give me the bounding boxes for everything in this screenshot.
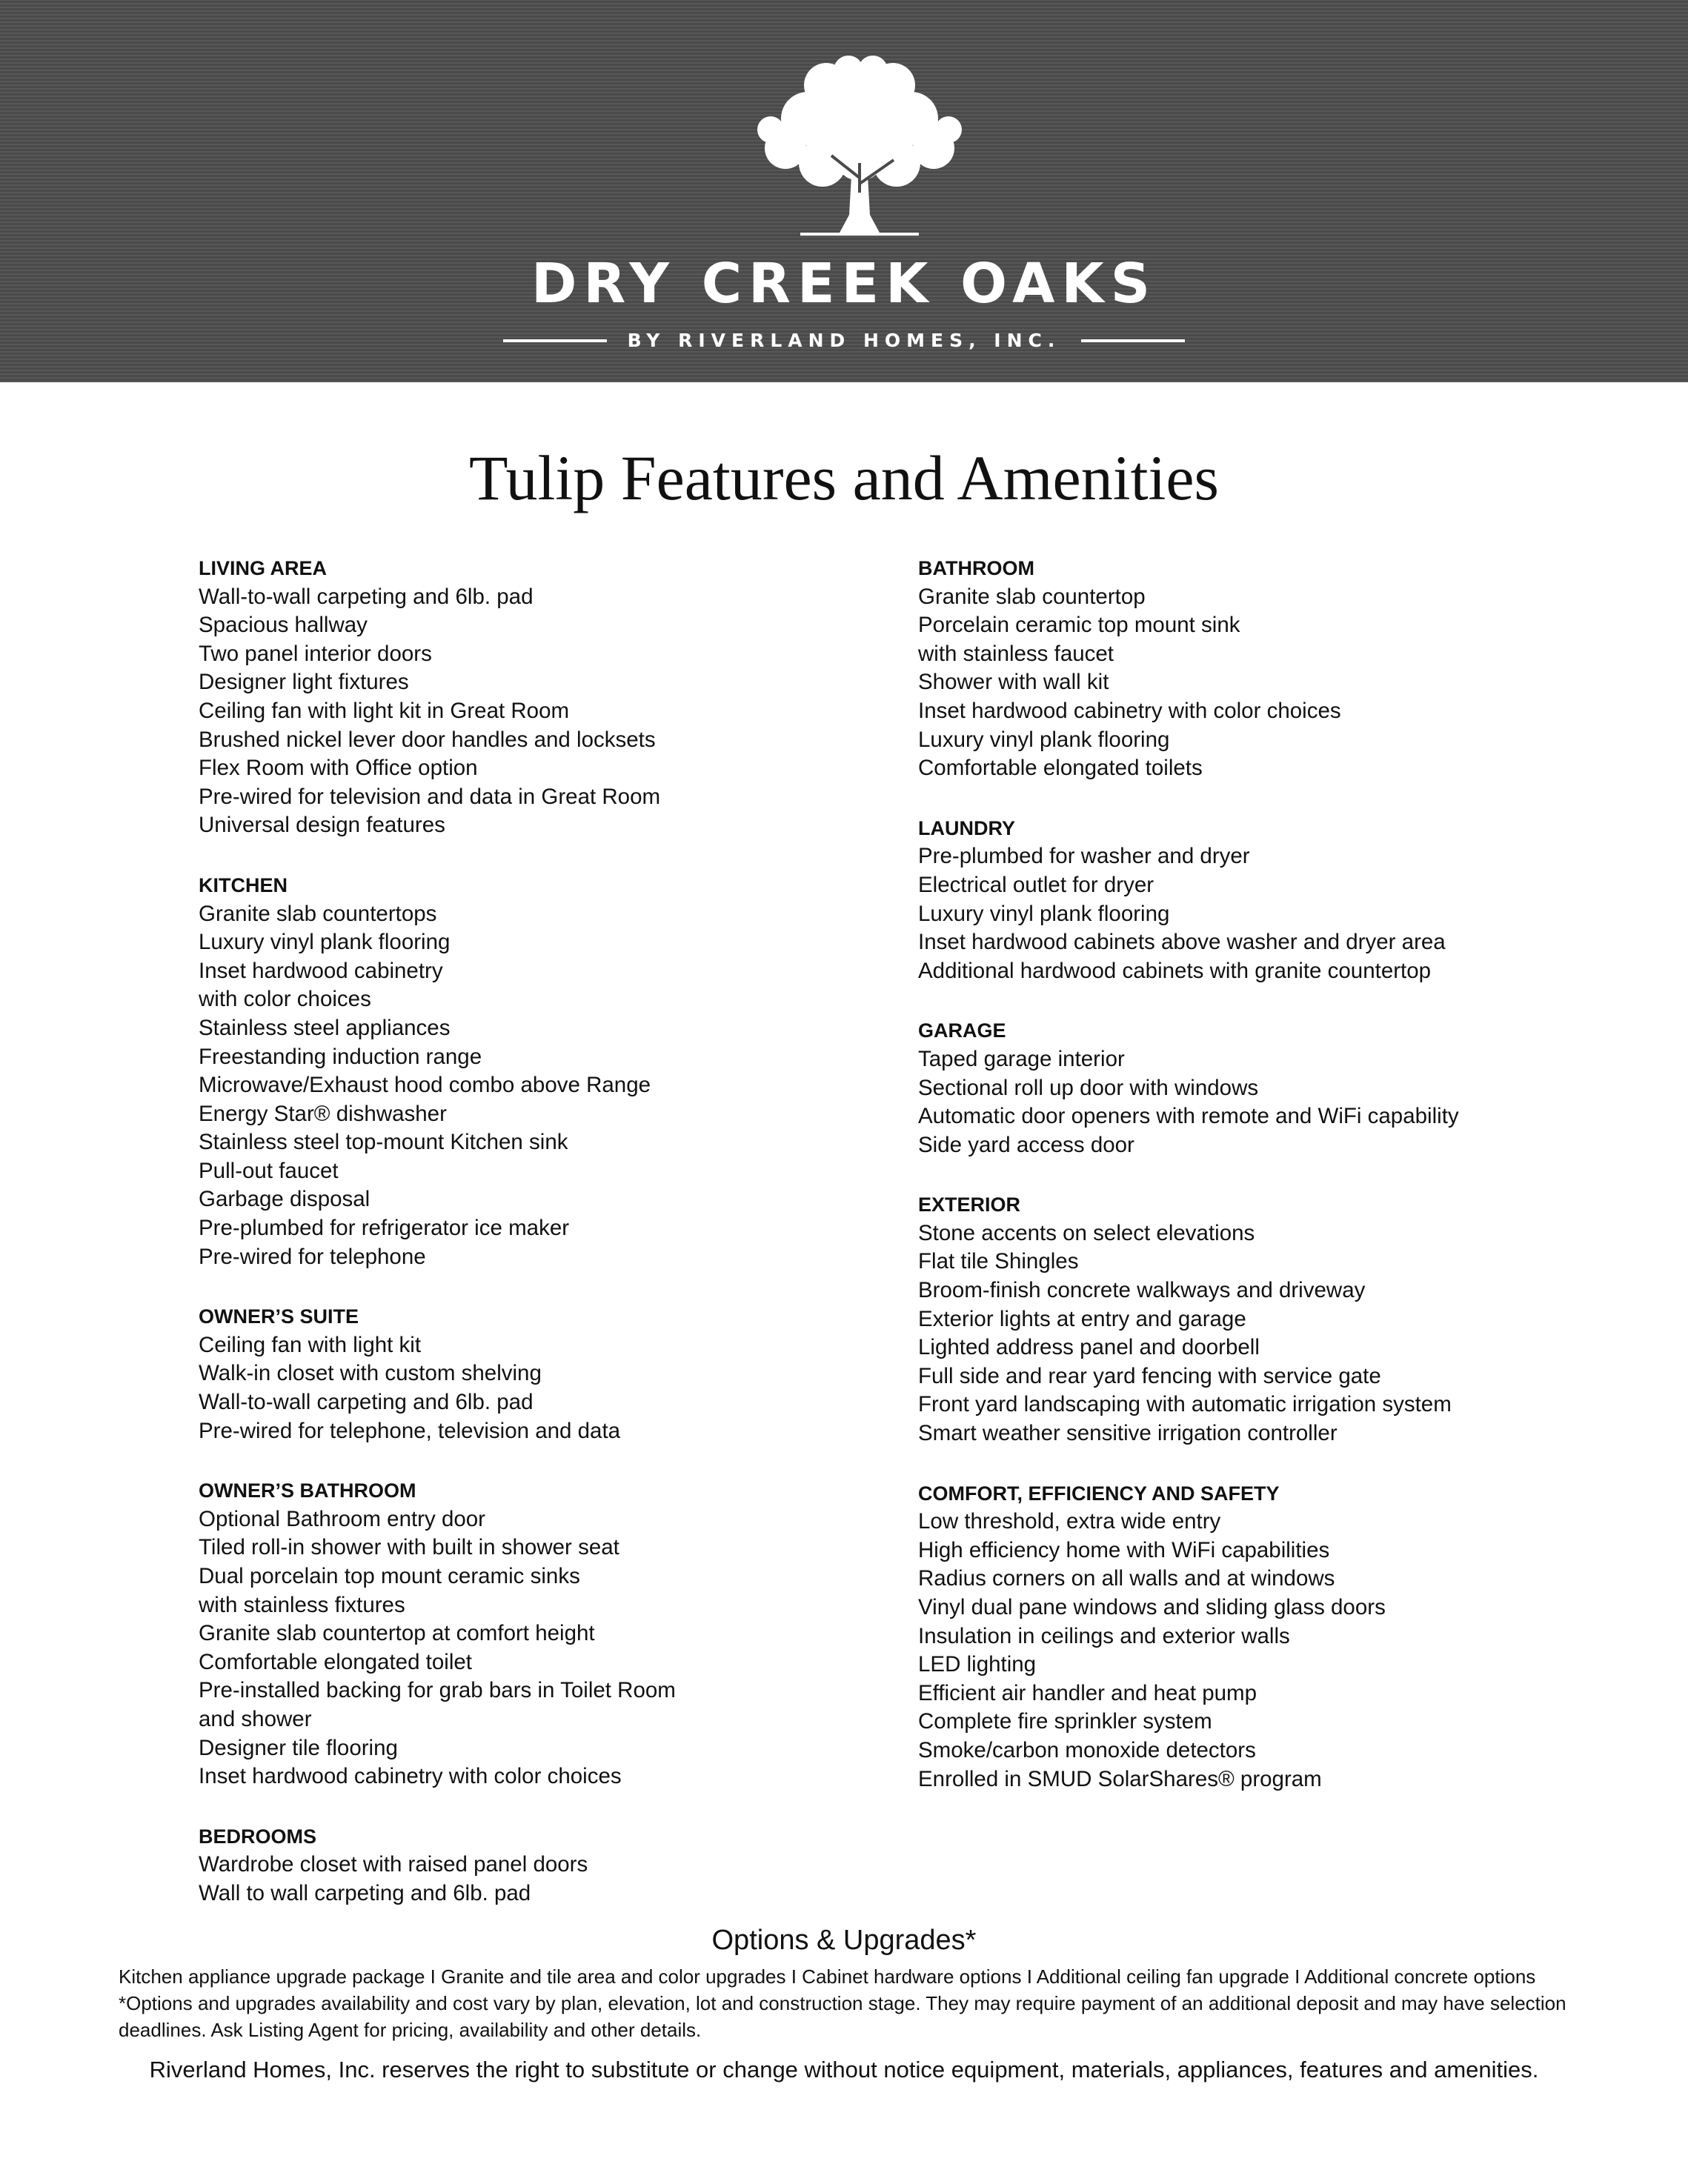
feature-item: Vinyl dual pane windows and sliding glass doors	[918, 1595, 1386, 1619]
feature-section	[199, 1302, 910, 1445]
feature-item: Shower with wall kit	[918, 670, 1109, 695]
section-heading: EXTERIOR	[918, 1193, 1021, 1216]
feature-item: Stainless steel top-mount Kitchen sink	[199, 1130, 568, 1155]
feature-item: Flat tile Shingles	[918, 1249, 1079, 1274]
feature-section	[199, 1476, 910, 1791]
feature-item: Dual porcelain top mount ceramic sinks	[199, 1564, 580, 1588]
feature-item: Inset hardwood cabinetry with color choices	[918, 698, 1341, 723]
oak-tree-icon	[748, 52, 971, 252]
feature-item: Ceiling fan with light kit in Great Room	[199, 698, 570, 723]
feature-item: Microwave/Exhaust hood combo above Range	[199, 1073, 651, 1098]
feature-item: Wall-to-wall carpeting and 6lb. pad	[199, 1390, 534, 1415]
brand-name: DRY CREEK OAKS	[531, 252, 1157, 316]
feature-item: Universal design features	[199, 813, 445, 838]
feature-item: with color choices	[199, 987, 371, 1012]
feature-item: Insulation in ceilings and exterior walls	[918, 1623, 1290, 1648]
options-list: Kitchen appliance upgrade package I Granite and tile area and color upgrades I Cabinet hardware options I Additional ceiling fan upgrade I Additional concrete options	[119, 1965, 1536, 1988]
feature-item: Energy Star® dishwasher	[199, 1101, 447, 1126]
feature-item: Comfortable elongated toilet	[199, 1649, 472, 1674]
feature-item: Full side and rear yard fencing with service gate	[918, 1363, 1381, 1388]
feature-item: Tiled roll-in shower with built in shower seat	[199, 1535, 619, 1560]
feature-item: Additional hardwood cabinets with granite countertop	[918, 958, 1432, 983]
feature-item: Pre-plumbed for washer and dryer	[918, 844, 1250, 869]
feature-item: Inset hardwood cabinets above washer and dryer area	[918, 930, 1446, 955]
divider-line-left	[503, 339, 607, 342]
feature-item: Wardrobe closet with raised panel doors	[199, 1852, 588, 1877]
feature-item: High efficiency home with WiFi capabilities	[918, 1537, 1330, 1562]
feature-item: Ceiling fan with light kit	[199, 1332, 422, 1357]
feature-item: Broom-finish concrete walkways and driveway	[918, 1278, 1366, 1303]
feature-item: Garbage disposal	[199, 1187, 371, 1212]
feature-item: Comfortable elongated toilets	[918, 756, 1203, 781]
feature-item: with stainless fixtures	[199, 1592, 405, 1617]
feature-item: Luxury vinyl plank flooring	[199, 930, 451, 955]
feature-item: and shower	[199, 1706, 312, 1731]
feature-item: Pre-wired for television and data in Great Room	[199, 784, 661, 809]
options-note: *Options and upgrades availability and cost vary by plan, elevation, lot and construction stage. They may require payment of an additional deposit and may have selection deadlines. Ask Listing Agent for pricing, availability and other details.	[119, 1992, 1566, 2041]
left-column	[199, 554, 910, 1940]
feature-item: Smart weather sensitive irrigation controller	[918, 1421, 1338, 1446]
options-heading: Options & Upgrades*	[711, 1925, 977, 1956]
feature-item: Side yard access door	[918, 1132, 1134, 1157]
feature-item: Complete fire sprinkler system	[918, 1709, 1212, 1734]
header-banner	[0, 0, 1688, 382]
section-heading: OWNER’S BATHROOM	[199, 1479, 416, 1502]
feature-item: Walk-in closet with custom shelving	[199, 1361, 542, 1386]
section-heading: LAUNDRY	[918, 816, 1015, 839]
section-heading: COMFORT, EFFICIENCY AND SAFETY	[918, 1482, 1280, 1505]
feature-item: Granite slab countertop	[918, 584, 1146, 609]
feature-item: Taped garage interior	[918, 1046, 1125, 1071]
feature-item: Designer tile flooring	[199, 1735, 398, 1760]
feature-section	[918, 1479, 1659, 1794]
feature-section	[918, 1016, 1659, 1159]
feature-item: Porcelain ceramic top mount sink	[918, 613, 1240, 638]
feature-item: Wall to wall carpeting and 6lb. pad	[199, 1880, 531, 1905]
feature-item: Granite slab countertop at comfort height	[199, 1621, 595, 1646]
section-heading: BATHROOM	[918, 557, 1034, 579]
feature-item: Radius corners on all walls and at windows	[918, 1566, 1335, 1591]
feature-section	[199, 871, 910, 1271]
feature-item: Spacious hallway	[199, 613, 368, 638]
page-title: Tulip Features and Amenities	[468, 442, 1220, 513]
feature-item: LED lighting	[918, 1652, 1037, 1677]
section-heading: KITCHEN	[199, 873, 288, 896]
feature-item: Granite slab countertops	[199, 901, 437, 926]
feature-item: Pre-installed backing for grab bars in Toilet Room	[199, 1678, 676, 1703]
section-heading: OWNER’S SUITE	[199, 1305, 359, 1328]
section-heading: GARAGE	[918, 1019, 1006, 1042]
feature-item: Electrical outlet for dryer	[918, 872, 1154, 897]
feature-item: Pre-wired for telephone	[199, 1244, 426, 1269]
divider-line-right	[1081, 339, 1185, 342]
brand-subtitle: BY RIVERLAND HOMES, INC.	[627, 330, 1061, 351]
brand-subtitle-row	[0, 326, 1688, 356]
feature-item: Front yard landscaping with automatic irrigation system	[918, 1392, 1452, 1417]
feature-item: Enrolled in SMUD SolarShares® program	[918, 1766, 1322, 1791]
feature-item: Pre-plumbed for refrigerator ice maker	[199, 1216, 570, 1241]
feature-item: Wall-to-wall carpeting and 6lb. pad	[199, 584, 534, 609]
section-heading: LIVING AREA	[199, 557, 328, 579]
feature-section	[199, 1822, 910, 1908]
feature-item: Smoke/carbon monoxide detectors	[918, 1737, 1256, 1762]
feature-item: Stainless steel appliances	[199, 1015, 451, 1040]
feature-item: Lighted address panel and doorbell	[918, 1335, 1260, 1360]
feature-section	[918, 554, 1659, 783]
feature-item: Inset hardwood cabinetry	[199, 958, 443, 983]
feature-section	[199, 554, 910, 840]
feature-item: Freestanding induction range	[199, 1044, 482, 1069]
feature-item: Brushed nickel lever door handles and locksets	[199, 727, 656, 752]
disclaimer: Riverland Homes, Inc. reserves the right to substitute or change without notice equipment, materials, appliances, features and amenities.	[149, 2057, 1539, 2083]
feature-item: Flex Room with Office option	[199, 756, 478, 781]
feature-section	[918, 1191, 1659, 1448]
feature-item: Automatic door openers with remote and WiFi capability	[918, 1104, 1459, 1129]
feature-item: Pre-wired for telephone, television and data	[199, 1418, 621, 1443]
feature-section	[918, 814, 1659, 986]
feature-item: Low threshold, extra wide entry	[918, 1509, 1221, 1534]
feature-item: Pull-out faucet	[199, 1158, 339, 1183]
feature-item: Luxury vinyl plank flooring	[918, 727, 1170, 752]
feature-item: Sectional roll up door with windows	[918, 1075, 1259, 1100]
feature-item: Designer light fixtures	[199, 670, 409, 695]
feature-item: Stone accents on select elevations	[918, 1220, 1255, 1245]
feature-item: Luxury vinyl plank flooring	[918, 901, 1170, 926]
feature-item: Two panel interior doors	[199, 641, 432, 666]
section-heading: BEDROOMS	[199, 1825, 317, 1848]
feature-item: Exterior lights at entry and garage	[918, 1306, 1246, 1331]
feature-item: with stainless faucet	[918, 641, 1114, 666]
feature-item: Inset hardwood cabinetry with color choices	[199, 1764, 622, 1789]
feature-item: Optional Bathroom entry door	[199, 1506, 485, 1531]
feature-item: Efficient air handler and heat pump	[918, 1680, 1257, 1705]
right-column	[918, 554, 1659, 1825]
